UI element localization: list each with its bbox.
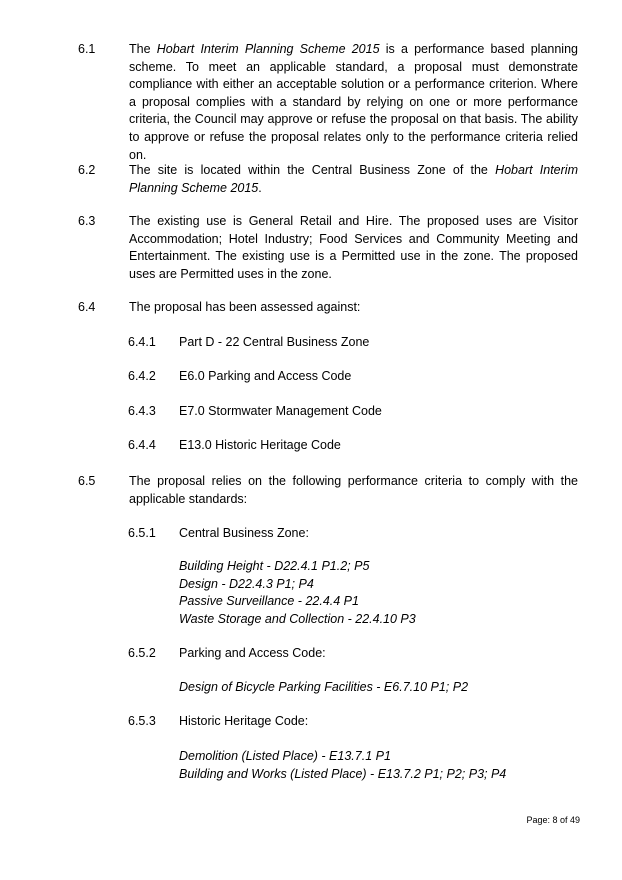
paragraph-text: The site is located within the Central Business Zone of the Hobart Interim Planning Scheme 2015. xyxy=(129,163,578,195)
item-text: E6.0 Parking and Access Code xyxy=(179,369,352,383)
item-number: 6.4.4 xyxy=(128,438,156,452)
criteria-line: Design of Bicycle Parking Facilities - E6.7.10 P1; P2 xyxy=(179,680,469,694)
item-number: 6.4.2 xyxy=(128,369,156,383)
group-title: Historic Heritage Code: xyxy=(179,714,309,728)
page-number: Page: 8 of 49 xyxy=(526,815,580,825)
paragraph-number: 6.5 xyxy=(78,474,96,488)
criteria-line: Building Height - D22.4.1 P1.2; P5 xyxy=(179,559,370,573)
scheme-title: Hobart Interim Planning Scheme 2015 xyxy=(156,42,380,56)
item-number: 6.4.1 xyxy=(128,335,156,349)
paragraph-text: The Hobart Interim Planning Scheme 2015 is a performance based planning scheme. To meet an applicable standard, a proposal must demonstrate compliance with either an acceptable solution or a performance criterion. Where a proposal complies with a standard by relying on one or more performance criteria, the Council may approve or refuse the proposal on that basis. The ability to approve or refuse the proposal relates only to the performance criteria relied on. xyxy=(129,42,578,162)
paragraph-number: 6.2 xyxy=(78,163,96,177)
scheme-title: Hobart Interim Planning Scheme 2015 xyxy=(129,163,578,195)
paragraph-text: The proposal has been assessed against: xyxy=(129,300,361,314)
criteria-line: Waste Storage and Collection - 22.4.10 P3 xyxy=(179,612,416,626)
item-text: E13.0 Historic Heritage Code xyxy=(179,438,341,452)
paragraph-number: 6.4 xyxy=(78,300,96,314)
group-title: Central Business Zone: xyxy=(179,526,309,540)
criteria-line: Passive Surveillance - 22.4.4 P1 xyxy=(179,594,359,608)
paragraph-number: 6.1 xyxy=(78,42,96,56)
item-text: E7.0 Stormwater Management Code xyxy=(179,404,382,418)
item-number: 6.4.3 xyxy=(128,404,156,418)
item-text: Part D - 22 Central Business Zone xyxy=(179,335,370,349)
group-title: Parking and Access Code: xyxy=(179,646,326,660)
criteria-line: Building and Works (Listed Place) - E13.7.2 P1; P2; P3; P4 xyxy=(179,767,507,781)
paragraph-text: The existing use is General Retail and Hire. The proposed uses are Visitor Accommodation; Hotel Industry; Food Services and Community Meeting and Entertainment. The existing use is a Permitted use in the zone. The proposed uses are Permitted uses in the zone. xyxy=(129,214,578,281)
group-number: 6.5.1 xyxy=(128,526,156,540)
paragraph-number: 6.3 xyxy=(78,214,96,228)
criteria-line: Design - D22.4.3 P1; P4 xyxy=(179,577,314,591)
group-number: 6.5.3 xyxy=(128,714,156,728)
group-number: 6.5.2 xyxy=(128,646,156,660)
criteria-line: Demolition (Listed Place) - E13.7.1 P1 xyxy=(179,749,391,763)
paragraph-text: The proposal relies on the following performance criteria to comply with the applicable standards: xyxy=(129,474,578,506)
